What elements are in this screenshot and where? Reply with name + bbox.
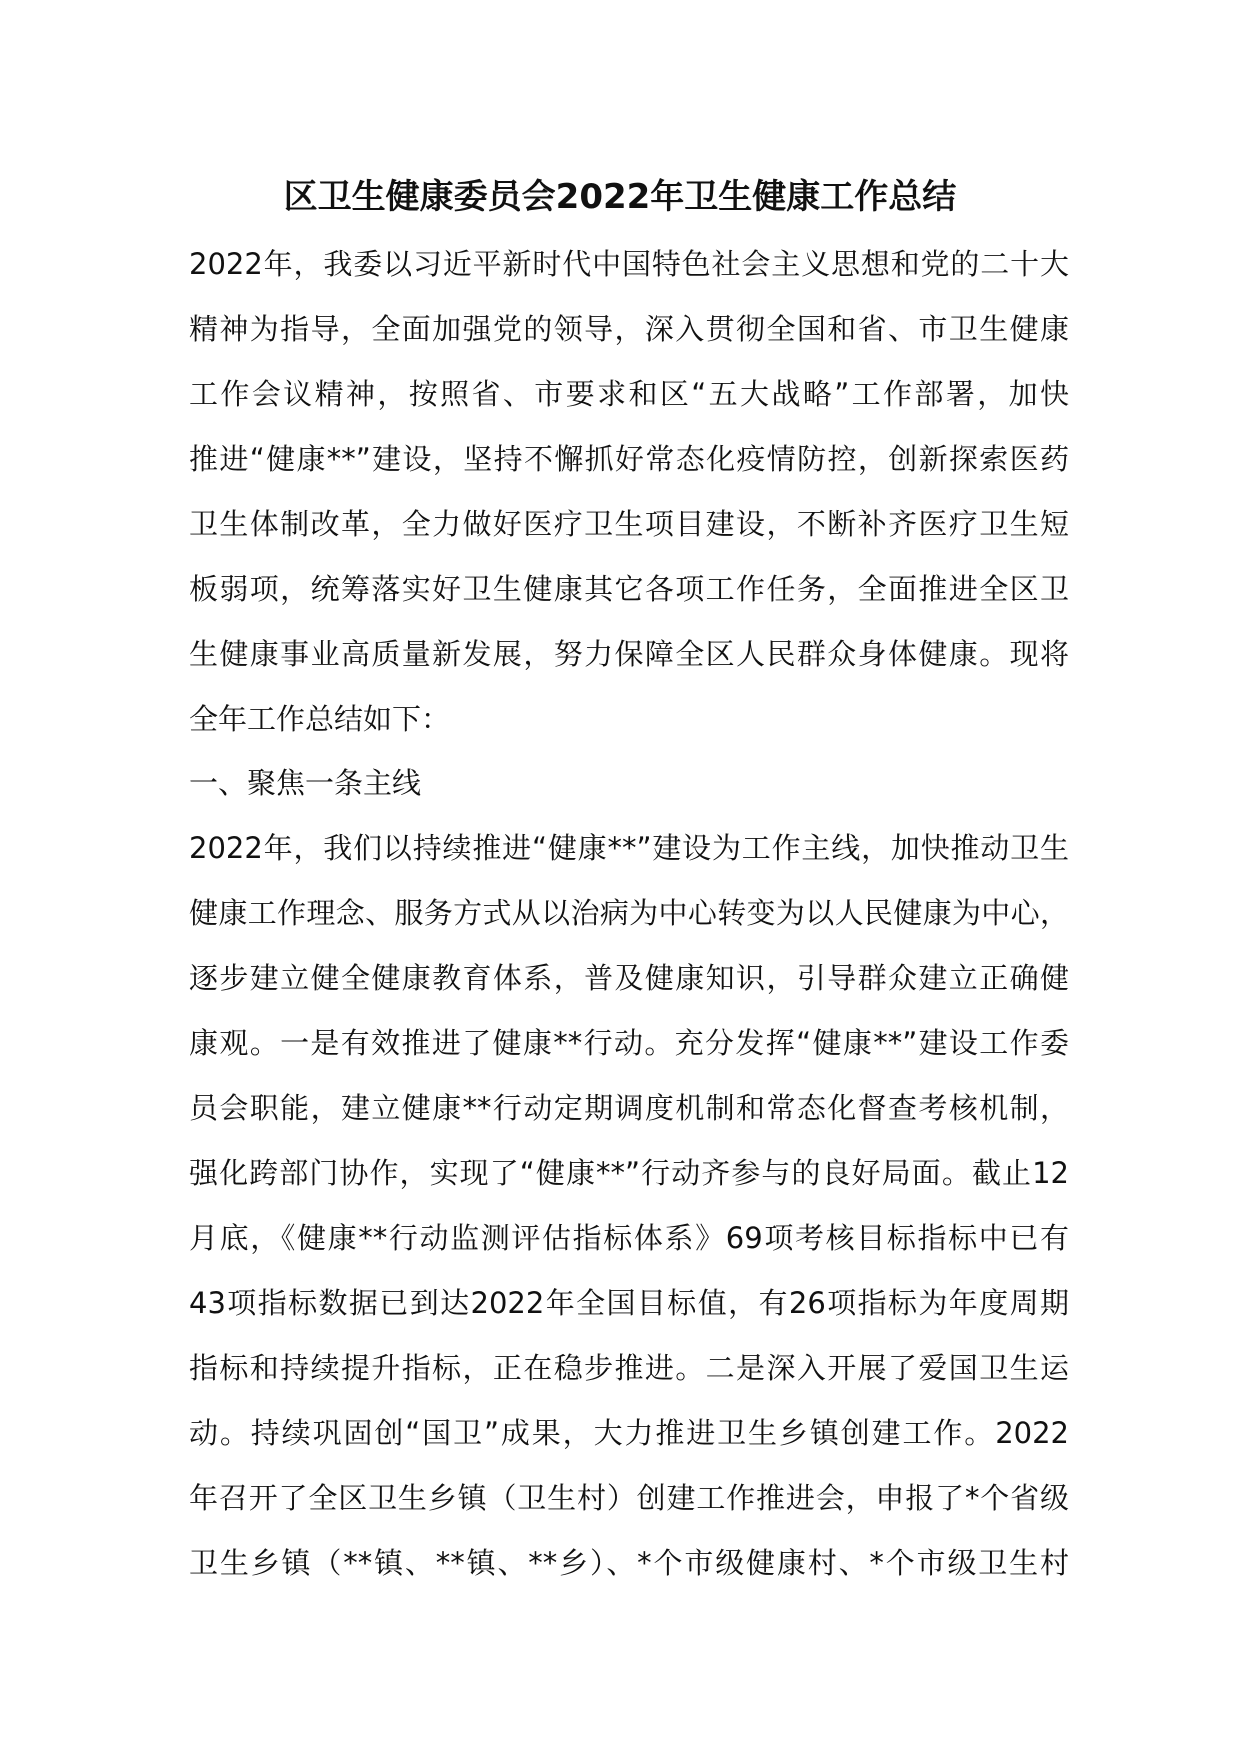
section-heading-text: 一、聚焦一条主线 — [189, 766, 422, 800]
paragraph-line: 卫生体制改革，全力做好医疗卫生项目建设，不断补齐医疗卫生短 — [189, 507, 1069, 541]
paragraph-line: 指标和持续提升指标，正在稳步推进。二是深入开展了爱国卫生运 — [189, 1351, 1069, 1385]
paragraph-line: 动。持续巩固创“国卫”成果，大力推进卫生乡镇创建工作。2022 — [189, 1416, 1069, 1450]
paragraph-line: 2022年，我们以持续推进“健康**”建设为工作主线，加快推动卫生 — [189, 831, 1069, 865]
paragraph-line: 员会职能，建立健康**行动定期调度机制和常态化督查考核机制， — [189, 1091, 1069, 1125]
paragraph-line: 逐步建立健全健康教育体系，普及健康知识，引导群众建立正确健 — [189, 961, 1069, 995]
paragraph-line: 康观。一是有效推进了健康**行动。充分发挥“健康**”建设工作委 — [189, 1026, 1069, 1060]
paragraph-line: 卫生乡镇（**镇、**镇、**乡）、*个市级健康村、*个市级卫生村 — [189, 1546, 1069, 1580]
paragraph-line: 推进“健康**”建设，坚持不懈抓好常态化疫情防控，创新探索医药 — [189, 442, 1069, 476]
document-title: 区卫生健康委员会2022年卫生健康工作总结 — [283, 177, 957, 217]
paragraph-line: 43项指标数据已到达2022年全国目标值，有26项指标为年度周期 — [189, 1286, 1069, 1320]
paragraph-line: 2022年，我委以习近平新时代中国特色社会主义思想和党的二十大 — [189, 247, 1069, 281]
section-heading — [189, 751, 1069, 816]
paragraph-line: 全年工作总结如下： — [189, 702, 451, 736]
intro-paragraph — [189, 232, 1069, 752]
section-paragraph — [189, 816, 1069, 1596]
paragraph-line: 板弱项，统筹落实好卫生健康其它各项工作任务，全面推进全区卫 — [189, 572, 1069, 606]
paragraph-line: 生健康事业高质量新发展，努力保障全区人民群众身体健康。现将 — [189, 637, 1069, 671]
paragraph-line: 精神为指导，全面加强党的领导，深入贯彻全国和省、市卫生健康 — [189, 312, 1069, 346]
paragraph-line: 健康工作理念、服务方式从以治病为中心转变为以人民健康为中心， — [189, 896, 1069, 930]
paragraph-line: 年召开了全区卫生乡镇（卫生村）创建工作推进会，申报了*个省级 — [189, 1481, 1069, 1515]
paragraph-line: 强化跨部门协作，实现了“健康**”行动齐参与的良好局面。截止12 — [189, 1156, 1069, 1190]
paragraph-line: 工作会议精神，按照省、市要求和区“五大战略”工作部署，加快 — [189, 377, 1069, 411]
paragraph-line: 月底，《健康**行动监测评估指标体系》69项考核目标指标中已有 — [189, 1221, 1069, 1255]
